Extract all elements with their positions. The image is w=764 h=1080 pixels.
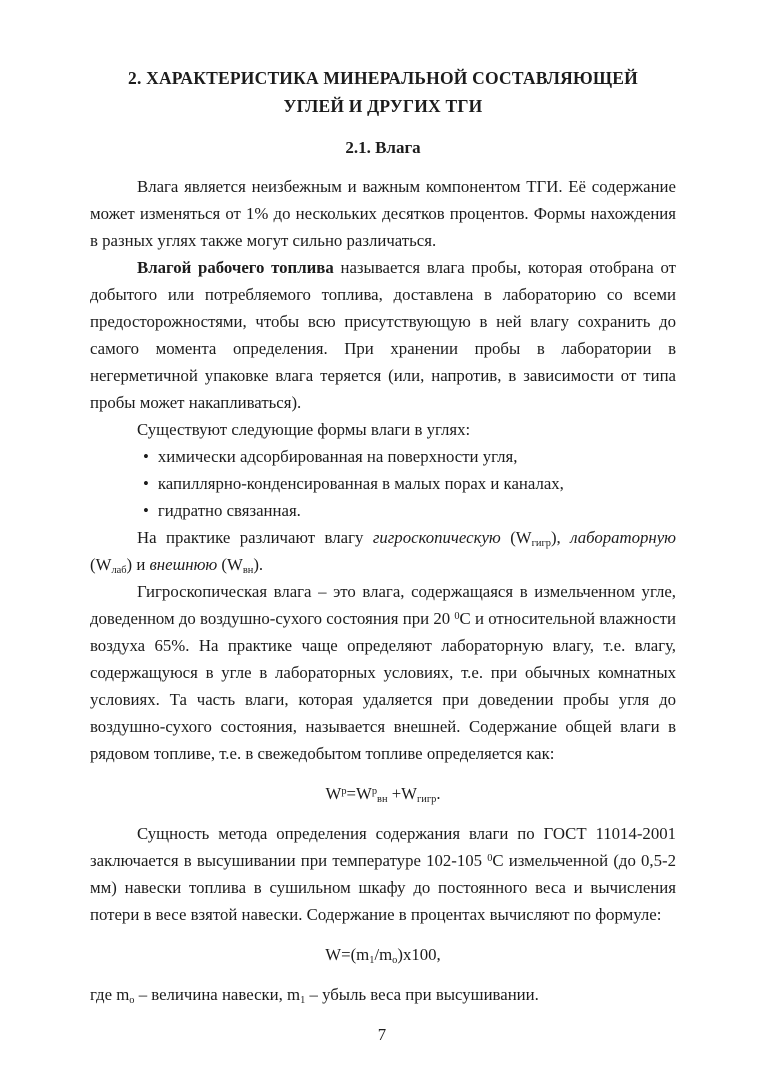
page-number: 7 (377, 1025, 387, 1044)
formula-moisture-percent (90, 941, 676, 968)
list-item-label: химически адсорбированная на поверхности угля, (157, 447, 518, 466)
bullet-icon: • (143, 501, 149, 520)
text-run: o (129, 994, 135, 1006)
text-run: +W (387, 784, 418, 803)
chapter-title (90, 64, 676, 120)
list-item (90, 470, 676, 497)
text-run: ). (253, 555, 264, 574)
text-run: (W (217, 555, 243, 574)
text-run: 1 (300, 994, 306, 1006)
text-run: p (341, 785, 347, 797)
text-run: Гигроскопическая влага – это влага, содержащаяся в измельченном угле, доведенном до воздушно-сухого состояния при 20 (90, 582, 676, 628)
text-run: =W (346, 784, 372, 803)
text-run: Влагой рабочего топлива (137, 258, 334, 277)
text-run: 0 (454, 610, 460, 622)
paragraph-formula-legend (90, 981, 676, 1008)
text-run: W=(m (325, 945, 370, 964)
text-run: o (392, 954, 398, 966)
formula-total-moisture (90, 780, 676, 807)
list-item (90, 497, 676, 524)
text-run: лабораторную (570, 528, 676, 547)
text-run: )x100, (397, 945, 441, 964)
section-heading: 2.1. Влага (345, 138, 421, 157)
paragraph-gost-method (90, 820, 676, 928)
bullet-icon: • (143, 447, 149, 466)
paragraph-moisture-intro: Влага является неизбежным и важным компонентом ТГИ. Её содержание может изменяться от 1% до нескольких десятков процентов. Формы нахождения в разных углях также могут сильно различаться. (90, 177, 676, 250)
text-run: W (325, 784, 342, 803)
text-run: вн (242, 564, 254, 576)
text-run: 0 (487, 852, 493, 864)
text-run: . (436, 784, 441, 803)
text-run: где m (90, 985, 130, 1004)
paragraph-moisture-forms-lead: Существуют следующие формы влаги в углях: (137, 420, 471, 439)
paragraph-moisture-types (90, 524, 676, 578)
text-run: вн (377, 793, 388, 805)
text-run: 1 (369, 954, 375, 966)
list-item-label: капиллярно-конденсированная в малых порах и каналах, (157, 474, 564, 493)
bullet-icon: • (143, 474, 149, 493)
text-run: p (371, 785, 378, 797)
text-run: гигр (417, 793, 437, 805)
text-run: /m (374, 945, 393, 964)
paragraph-hygroscopic-moisture (90, 578, 676, 767)
text-run: (W (500, 528, 532, 547)
text-run: гигр (531, 537, 551, 549)
text-run: ), (550, 528, 571, 547)
list-item-label: гидратно связанная. (157, 501, 301, 520)
text-run: лаб (111, 564, 127, 576)
text-run: гигроскопическую (372, 528, 501, 547)
text-run: (W (90, 555, 112, 574)
text-run: внешнюю (149, 555, 218, 574)
moisture-forms-list (90, 443, 676, 524)
text-run: Сущность метода определения содержания влаги по ГОСТ 11014-2001 заключается в высушивании при температуре 102-105 (90, 824, 676, 870)
text-run: – величина навески, m (134, 985, 301, 1004)
text-run: С измельченной (до 0,5-2 мм) навески топлива в сушильном шкафу до постоянного веса и вычисления потери в весе взятой навески. Содержание в процентах вычисляют по формуле: (90, 851, 676, 924)
text-run: С и относительной влажности воздуха 65%. На практике чаще определяют лабораторную влагу, т.е. влагу, содержащуюся в угле в лабораторных условиях, т.е. при обычных комнатных условиях. Та часть влаги, которая удаляется при доведении пробы угля до воздушно-сухого состояния, называется внешней. Содержание общей влаги в рядовом топливе, т.е. в свежедобытом топливе определяется как: (90, 609, 676, 763)
paragraph-working-fuel-moisture (90, 254, 676, 416)
text-run: На практике различают влагу (137, 528, 373, 547)
text-run: ) и (126, 555, 150, 574)
chapter-title-line2: УГЛЕЙ И ДРУГИХ ТГИ (283, 96, 483, 116)
list-item (90, 443, 676, 470)
chapter-title-line1: 2. ХАРАКТЕРИСТИКА МИНЕРАЛЬНОЙ СОСТАВЛЯЮЩЕЙ (128, 68, 638, 88)
text-run: называется влага пробы, которая отобрана от добытого или потребляемого топлива, доставлена в лабораторию со всеми предосторожностями, чтобы всю присутствующую в ней влагу сохранить до самого момента определения. При хранении пробы в лаборатории в негерметичной упаковке влага теряется (или, напротив, в зависимости от типа пробы может накапливаться). (90, 258, 676, 412)
text-run: – убыль веса при высушивании. (305, 985, 539, 1004)
